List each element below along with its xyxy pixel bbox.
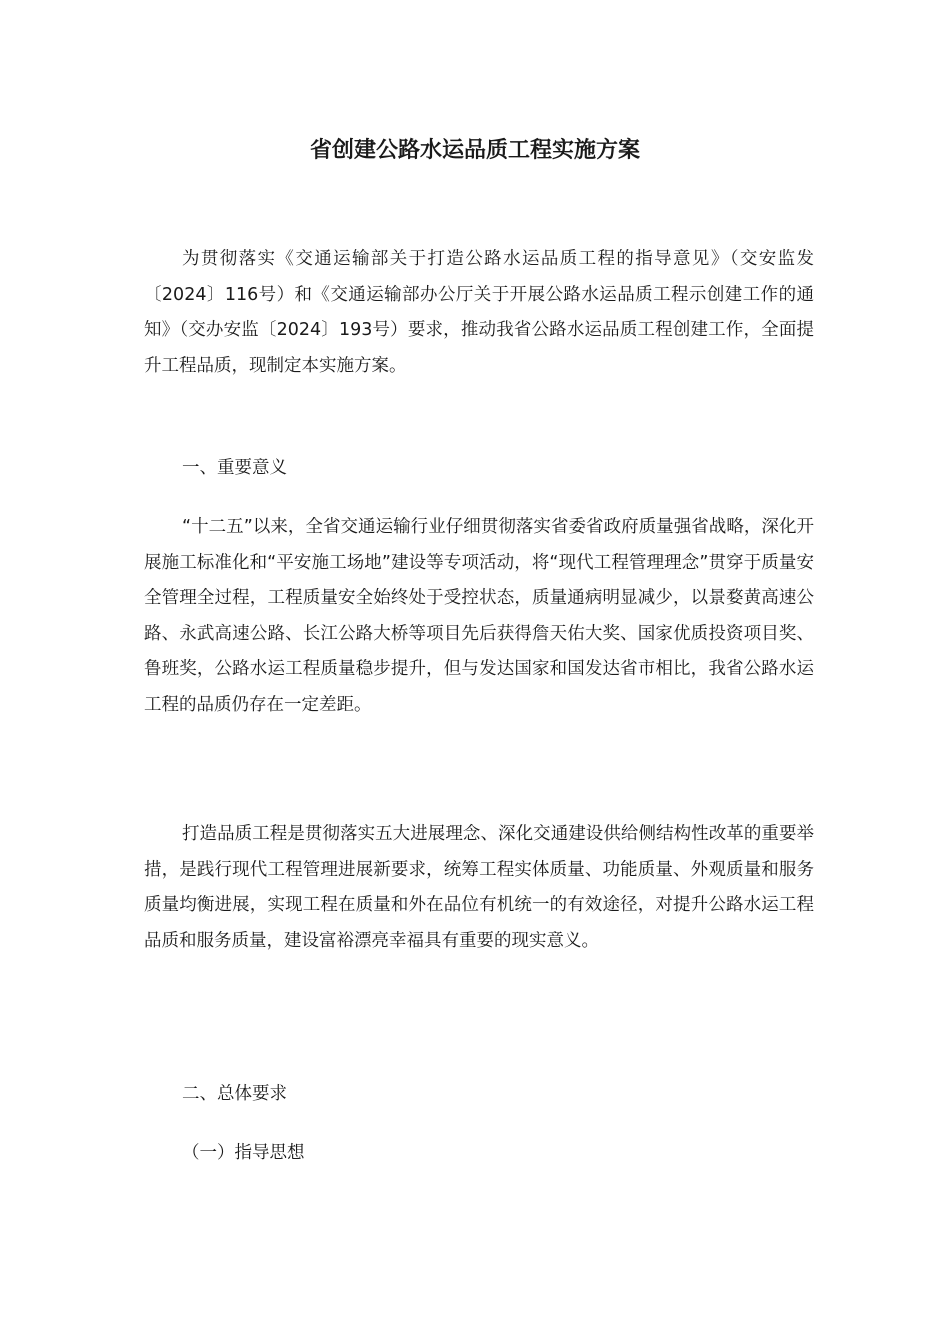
section-heading-requirements: 二、总体要求	[182, 1084, 287, 1104]
subsection-heading-block-1	[144, 1136, 814, 1172]
paragraph-intro: 为贯彻落实《交通运输部关于打造公路水运品质工程的指导意见》（交安监发〔2024〕116号）和《交通运输部办公厅关于开展公路水运品质工程示创建工作的通知》（交办安监〔2024〕193号）要求，推动我省公路水运品质工程创建工作，全面提升工程品质，现制定本实施方案。	[144, 249, 814, 376]
paragraph-importance-block	[144, 817, 814, 959]
paragraph-background-block	[144, 510, 814, 723]
section-heading-block-2	[144, 1077, 814, 1113]
document-title: 省创建公路水运品质工程实施方案	[309, 138, 640, 163]
paragraph-intro-block	[144, 242, 814, 384]
section-heading-significance: 一、重要意义	[182, 458, 287, 478]
paragraph-importance: 打造品质工程是贯彻落实五大进展理念、深化交通建设供给侧结构性改革的重要举措，是践行现代工程管理进展新要求，统筹工程实体质量、功能质量、外观质量和服务质量均衡进展，实现工程在质量和外在品位有机统一的有效途径，对提升公路水运工程品质和服务质量，建设富裕漂亮幸福具有重要的现实意义。	[144, 824, 814, 951]
section-heading-block-1	[144, 451, 814, 487]
subsection-heading-guiding-ideology: （一）指导思想	[182, 1143, 305, 1163]
paragraph-background: “十二五”以来，全省交通运输行业仔细贯彻落实省委省政府质量强省战略，深化开展施工标准化和“平安施工场地”建设等专项活动，将“现代工程管理理念”贯穿于质量安全管理全过程，工程质量安全始终处于受控状态，质量通病明显减少，以景婺黄高速公路、永武高速公路、长江公路大桥等项目先后获得詹天佑大奖、国家优质投资项目奖、鲁班奖，公路水运工程质量稳步提升，但与发达国家和国发达省市相比，我省公路水运工程的品质仍存在一定差距。	[144, 517, 814, 715]
